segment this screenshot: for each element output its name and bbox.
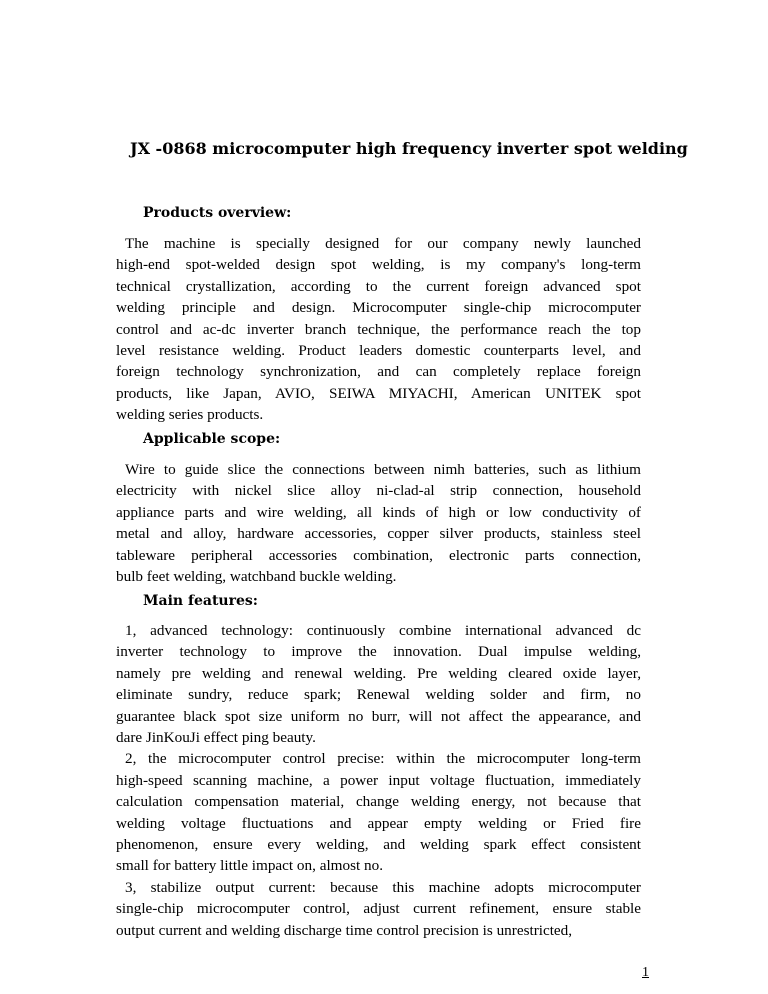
text-line: appliance parts and wire welding, all kinds of high or low conductivity of <box>116 503 641 521</box>
text-line: electricity with nickel slice alloy ni-clad-al strip connection, household <box>116 482 641 500</box>
text-line: namely pre welding and renewal welding. Pre welding cleared oxide layer, <box>116 664 641 682</box>
text-line: output current and welding discharge time control precision is unrestricted, <box>116 921 573 939</box>
text-line: The machine is specially designed for our company newly launched <box>125 235 641 252</box>
text-line: 3, stabilize output current: because this machine adopts microcomputer <box>125 878 641 896</box>
text-line: control and ac-dc inverter branch technique, the performance reach the top <box>116 320 641 338</box>
section-heading-products-overview: Products overview: <box>143 205 292 221</box>
text-line: single-chip microcomputer control, adjust current refinement, ensure stable <box>116 900 641 918</box>
page-number: 1 <box>642 965 649 980</box>
text-line: small for battery little impact on, almost no. <box>116 857 383 875</box>
text-line: metal and alloy, hardware accessories, copper silver products, stainless steel <box>116 525 641 543</box>
text-line: bulb feet welding, watchband buckle welding. <box>116 568 397 586</box>
text-line: high-end spot-welded design spot welding, is my company's long-term <box>116 256 641 274</box>
section-body-products-overview <box>116 233 641 426</box>
text-line: 2, the microcomputer control precise: within the microcomputer long-term <box>125 750 641 768</box>
text-line: Wire to guide slice the connections between nimh batteries, such as lithium <box>125 461 641 478</box>
text-line: welding series products. <box>116 406 264 424</box>
text-line: dare JinKouJi effect ping beauty. <box>116 729 316 747</box>
text-line: products, like Japan, AVIO, SEIWA MIYACHI, American UNITEK spot <box>116 384 641 402</box>
text-line: high-speed scanning machine, a power input voltage fluctuation, immediately <box>116 771 641 789</box>
text-line: guarantee black spot size uniform no burr, will not affect the appearance, and <box>116 707 641 725</box>
text-line: phenomenon, ensure every welding, and welding spark effect consistent <box>116 836 641 854</box>
text-line: 1, advanced technology: continuously combine international advanced dc <box>125 622 641 639</box>
text-line: welding voltage fluctuations and appear empty welding or Fried fire <box>116 814 641 832</box>
section-body-main-features <box>116 620 641 941</box>
text-line: technical crystallization, according to the current foreign advanced spot <box>116 277 641 295</box>
text-line: welding principle and design. Microcomputer single-chip microcomputer <box>116 299 641 317</box>
document-title: JX -0868 microcomputer high frequency inverter spot welding <box>130 139 688 158</box>
section-body-applicable-scope <box>116 459 641 587</box>
text-line: calculation compensation material, change welding energy, not because that <box>116 793 641 811</box>
text-line: eliminate sundry, reduce spark; Renewal welding solder and firm, no <box>116 686 641 704</box>
text-line: foreign technology synchronization, and can completely replace foreign <box>116 363 641 381</box>
text-line: tableware peripheral accessories combination, electronic parts connection, <box>116 546 641 564</box>
section-heading-main-features: Main features: <box>143 593 258 609</box>
text-line: inverter technology to improve the innovation. Dual impulse welding, <box>116 643 641 661</box>
text-line: level resistance welding. Product leaders domestic counterparts level, and <box>116 342 641 360</box>
section-heading-applicable-scope: Applicable scope: <box>143 431 281 447</box>
